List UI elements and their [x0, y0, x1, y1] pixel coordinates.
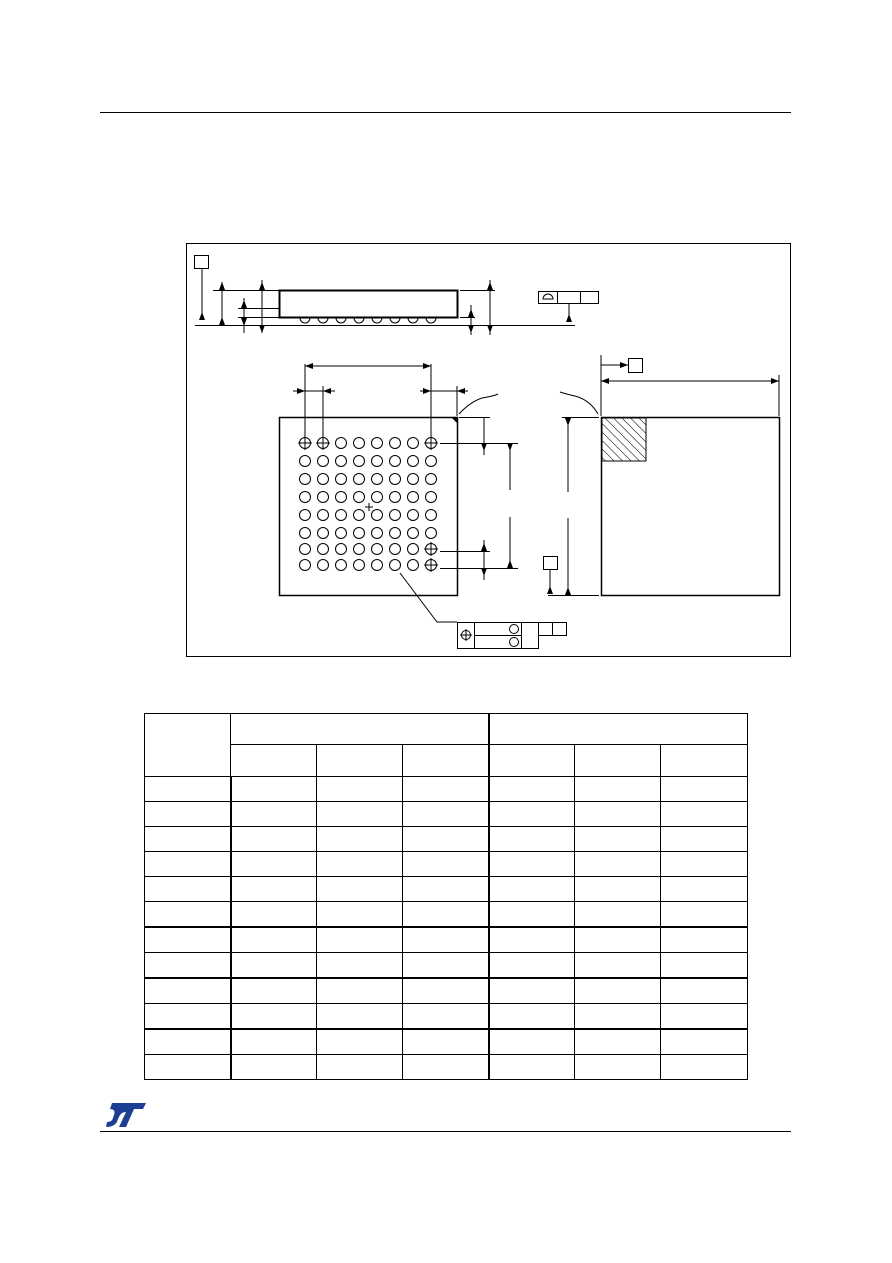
side-view-balls — [300, 318, 436, 323]
ball — [354, 560, 365, 571]
table-cell — [145, 1004, 231, 1030]
ball — [318, 528, 329, 539]
table-cell — [489, 877, 575, 902]
table-cell — [575, 1004, 661, 1030]
table-cell — [403, 953, 489, 979]
side-ball — [372, 318, 382, 323]
ball — [354, 544, 365, 555]
table-cell — [403, 978, 489, 1004]
table-cell — [575, 927, 661, 953]
table-cell — [661, 978, 748, 1004]
table-row — [145, 1055, 748, 1080]
table-cell — [317, 877, 403, 902]
table-cell — [575, 877, 661, 902]
ball — [390, 560, 401, 571]
ball — [390, 544, 401, 555]
ball — [372, 474, 383, 485]
ball — [354, 528, 365, 539]
ball — [354, 510, 365, 521]
table-cell — [403, 827, 489, 852]
table-cell — [317, 802, 403, 827]
table-cell — [231, 902, 317, 928]
ball — [390, 456, 401, 467]
table-cell — [661, 953, 748, 979]
header-cell — [145, 714, 231, 777]
ball — [336, 510, 347, 521]
dimensions-table — [144, 713, 748, 1080]
table-cell — [661, 777, 748, 802]
ball — [372, 438, 383, 449]
st-logo-icon — [104, 1101, 148, 1129]
header-cell — [489, 745, 575, 777]
ball — [372, 492, 383, 503]
table-cell — [317, 827, 403, 852]
ball — [336, 474, 347, 485]
table-cell — [231, 852, 317, 877]
ball — [300, 456, 311, 467]
table-cell — [575, 902, 661, 928]
ball — [390, 492, 401, 503]
table-cell — [317, 852, 403, 877]
ball — [354, 438, 365, 449]
ball — [408, 510, 419, 521]
table-cell — [231, 1055, 317, 1080]
header-cell — [661, 745, 748, 777]
ball — [426, 456, 437, 467]
ball — [408, 474, 419, 485]
table-row — [145, 777, 748, 802]
ball — [390, 474, 401, 485]
datum-box — [195, 256, 209, 269]
table-cell — [317, 777, 403, 802]
header-cell — [575, 745, 661, 777]
table-cell — [403, 1029, 489, 1055]
ball — [354, 474, 365, 485]
table-cell — [661, 1004, 748, 1030]
table-cell — [575, 777, 661, 802]
header-group-cell — [231, 714, 489, 745]
ball — [318, 492, 329, 503]
table-cell — [231, 877, 317, 902]
table-cell — [231, 927, 317, 953]
table-row — [145, 902, 748, 928]
ball — [390, 510, 401, 521]
ball — [318, 560, 329, 571]
table-cell — [231, 978, 317, 1004]
table-cell — [145, 927, 231, 953]
ball — [300, 560, 311, 571]
table-cell — [145, 902, 231, 928]
pin1-corner-mark — [452, 418, 458, 424]
table-row — [145, 802, 748, 827]
table-cell — [231, 777, 317, 802]
ball — [300, 474, 311, 485]
table-cell — [661, 1055, 748, 1080]
ball — [336, 438, 347, 449]
table-cell — [403, 902, 489, 928]
ball — [336, 544, 347, 555]
table-cell — [145, 827, 231, 852]
side-ball — [354, 318, 364, 323]
table-row — [145, 827, 748, 852]
table-cell — [575, 852, 661, 877]
ball — [300, 510, 311, 521]
ball — [426, 528, 437, 539]
ball — [408, 544, 419, 555]
table-cell — [489, 1055, 575, 1080]
ball — [318, 474, 329, 485]
table-cell — [489, 927, 575, 953]
table-cell — [489, 1029, 575, 1055]
ball — [408, 560, 419, 571]
ball — [336, 492, 347, 503]
ball — [372, 510, 383, 521]
side-ball — [300, 318, 310, 323]
table-cell — [145, 1029, 231, 1055]
ball — [390, 528, 401, 539]
ball — [300, 544, 311, 555]
table-cell — [317, 1004, 403, 1030]
ball — [372, 560, 383, 571]
table-cell — [575, 1055, 661, 1080]
header-cell — [317, 745, 403, 777]
ball — [408, 528, 419, 539]
table-cell — [145, 877, 231, 902]
table-row — [145, 1029, 748, 1055]
table-cell — [231, 802, 317, 827]
table-cell — [403, 802, 489, 827]
side-ball — [426, 318, 436, 323]
ball — [354, 456, 365, 467]
ball — [318, 510, 329, 521]
side-ball — [390, 318, 400, 323]
ball — [426, 492, 437, 503]
table-cell — [403, 1004, 489, 1030]
ball — [408, 438, 419, 449]
table-row — [145, 978, 748, 1004]
table-cell — [145, 852, 231, 877]
table-cell — [231, 1004, 317, 1030]
table-cell — [661, 902, 748, 928]
ball — [318, 544, 329, 555]
table-row — [145, 1004, 748, 1030]
table-cell — [489, 1004, 575, 1030]
table-cell — [403, 852, 489, 877]
table-cell — [489, 852, 575, 877]
table-cell — [403, 1055, 489, 1080]
table-cell — [661, 877, 748, 902]
table-cell — [575, 953, 661, 979]
ball — [318, 456, 329, 467]
table-row — [145, 852, 748, 877]
ball — [336, 528, 347, 539]
table-cell — [145, 777, 231, 802]
table-cell — [317, 1055, 403, 1080]
ball — [372, 528, 383, 539]
ball — [390, 438, 401, 449]
table-cell — [661, 852, 748, 877]
table-cell — [575, 802, 661, 827]
table-cell — [231, 1029, 317, 1055]
table-cell — [661, 927, 748, 953]
table-row — [145, 953, 748, 979]
ball — [336, 560, 347, 571]
side-ball — [318, 318, 328, 323]
table-cell — [317, 978, 403, 1004]
table-cell — [145, 978, 231, 1004]
table-cell — [231, 827, 317, 852]
ball — [372, 544, 383, 555]
table-cell — [231, 953, 317, 979]
table-cell — [575, 827, 661, 852]
table-cell — [489, 802, 575, 827]
table-cell — [489, 827, 575, 852]
header-group-cell — [489, 714, 748, 745]
table-cell — [145, 953, 231, 979]
table-cell — [145, 802, 231, 827]
ball-grid — [298, 436, 438, 572]
ball — [408, 456, 419, 467]
table-cell — [317, 1029, 403, 1055]
table-cell — [489, 902, 575, 928]
figure-frame — [187, 244, 791, 657]
side-view-body — [280, 291, 458, 318]
table-cell — [489, 777, 575, 802]
table-cell — [575, 978, 661, 1004]
table-cell — [489, 953, 575, 979]
header-cell — [403, 745, 489, 777]
table-row — [145, 877, 748, 902]
ball — [426, 510, 437, 521]
table-cell — [145, 1055, 231, 1080]
ball — [336, 456, 347, 467]
table-cell — [317, 927, 403, 953]
ball — [300, 492, 311, 503]
table-cell — [661, 1029, 748, 1055]
table-row — [145, 927, 748, 953]
table-cell — [661, 802, 748, 827]
table-cell — [661, 827, 748, 852]
pin1-marker-area — [602, 418, 646, 461]
ball — [408, 492, 419, 503]
footer-rule — [100, 1131, 791, 1132]
table-cell — [317, 902, 403, 928]
header-cell — [231, 745, 317, 777]
table-cell — [403, 927, 489, 953]
ball — [426, 474, 437, 485]
table-cell — [489, 978, 575, 1004]
table-cell — [403, 877, 489, 902]
ball — [354, 492, 365, 503]
side-ball — [408, 318, 418, 323]
side-ball — [336, 318, 346, 323]
ball — [372, 456, 383, 467]
ball — [300, 528, 311, 539]
table-cell — [317, 953, 403, 979]
table-cell — [403, 777, 489, 802]
table-cell — [575, 1029, 661, 1055]
